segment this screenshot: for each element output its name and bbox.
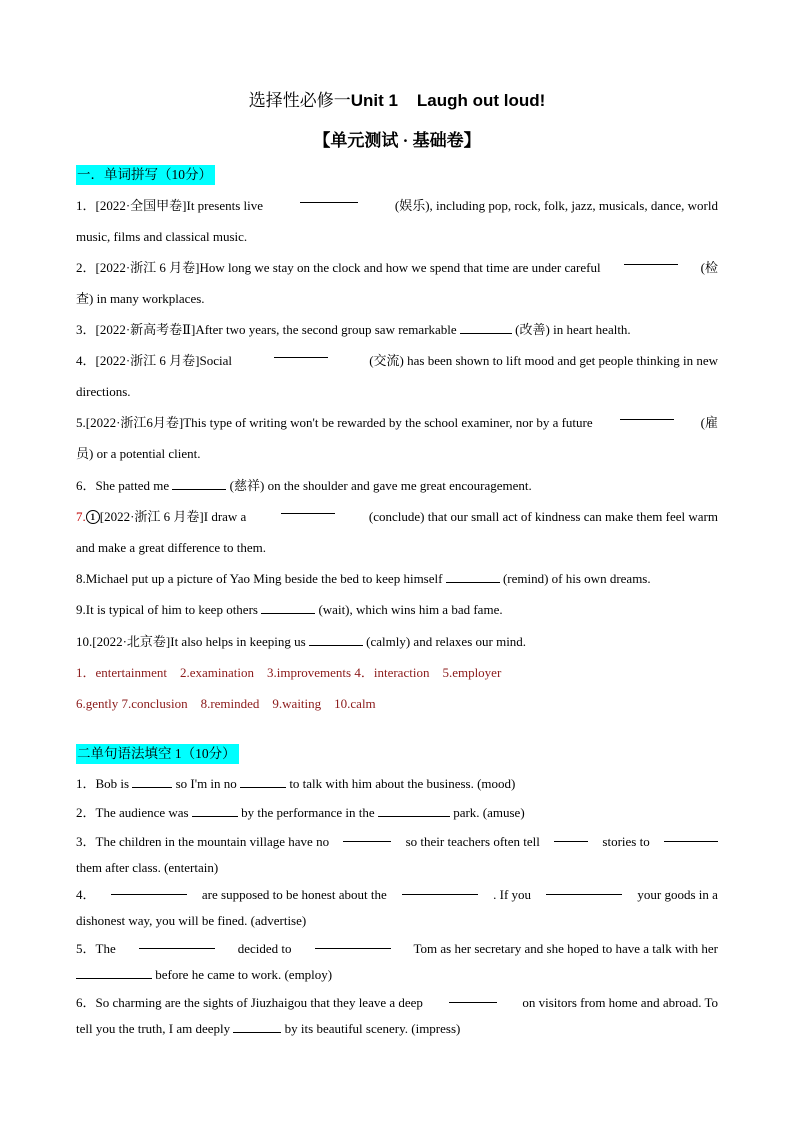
question-1-2 (76, 252, 718, 314)
s2-q4-text-c: . If you (493, 887, 532, 902)
s2-q4-text-b: are supposed to be honest about the (201, 887, 387, 902)
q1-text-b: (娱乐), including pop, rock, folk, jazz, musicals, dance, world (394, 198, 718, 213)
title-prefix: 选择性必修一 (248, 91, 351, 110)
question-1-3 (76, 314, 718, 345)
question-1-7 (76, 501, 718, 563)
answer-blank (240, 775, 286, 788)
answer-blank (446, 570, 500, 583)
s2-q5-text-b: decided to (237, 941, 292, 956)
answer-blank (402, 882, 478, 895)
answer-blank (460, 321, 512, 334)
question-2-3 (76, 829, 718, 881)
question-1-8 (76, 563, 718, 594)
answer-blank (624, 252, 678, 265)
question-2-4 (76, 882, 718, 934)
answer-blank (449, 990, 497, 1003)
q5-text-b: (雇 (700, 415, 718, 430)
s2-q6-text-b: on visitors from home and abroad. To (522, 995, 718, 1010)
answer-blank (233, 1020, 281, 1033)
answer-blank (315, 936, 391, 949)
section-1-heading: 一．单词拼写（10分） (76, 165, 215, 185)
q7-text-c: and make a great difference to them. (76, 540, 266, 555)
q5-text-a: 5.[2022·浙江6月卷]This type of writing won't be rewarded by the school examiner, nor by a future (76, 415, 593, 430)
s2-q6-text-c: tell you the truth, I am deeply (76, 1021, 231, 1036)
s2-q6-text-a: 6．So charming are the sights of Jiuzhaigou that they leave a deep (76, 995, 423, 1010)
q9-text-a: 9.It is typical of him to keep others (76, 602, 258, 617)
answer-blank (281, 501, 335, 514)
question-1-4 (76, 345, 718, 407)
question-2-5 (76, 936, 718, 988)
s2-q1-text-c: to talk with him about the business. (mood) (289, 776, 516, 791)
answer-key-line-1: 1．entertainment 2.examination 3.improvements 4．interaction 5.employer (76, 665, 502, 680)
s2-q3-text-c: stories to (602, 834, 650, 849)
s2-q3-text-d: them after class. (entertain) (76, 860, 219, 875)
q2-text-b: (检 (700, 260, 718, 275)
page-subtitle: 【单元测试 · 基础卷】 (313, 131, 481, 150)
answer-blank (309, 633, 363, 646)
q6-text-b: (慈祥) on the shoulder and gave me great encouragement. (229, 478, 532, 493)
answer-blank (343, 829, 391, 842)
answer-blank (300, 190, 358, 203)
question-2-2 (76, 800, 718, 826)
question-1-6 (76, 470, 718, 501)
s2-q4-text-a: 4． (76, 887, 96, 902)
answer-blank (132, 775, 172, 788)
q7-text-b: (conclude) that our small act of kindness can make them feel warm (368, 509, 718, 524)
question-1-9 (76, 594, 718, 625)
answer-blank (664, 829, 718, 842)
question-2-1 (76, 771, 718, 797)
q1-text-a: 1．[2022·全国甲卷]It presents live (76, 198, 264, 213)
answer-blank (261, 601, 315, 614)
s2-q1-text-a: 1．Bob is (76, 776, 130, 791)
s2-q3-text-b: so their teachers often tell (405, 834, 540, 849)
q8-text-a: 8.Michael put up a picture of Yao Ming beside the bed to keep himself (76, 571, 443, 586)
q10-text-b: (calmly) and relaxes our mind. (366, 634, 527, 649)
question-1-10 (76, 626, 718, 657)
section-2-heading: 二单句语法填空 1（10分） (76, 744, 239, 764)
q8-text-b: (remind) of his own dreams. (502, 571, 651, 586)
q2-text-c: 查) in many workplaces. (76, 291, 205, 306)
s2-q5-text-c: Tom as her secretary and she hoped to have a talk with her (413, 941, 718, 956)
s2-q6-text-d: by its beautiful scenery. (impress) (284, 1021, 461, 1036)
q5-text-c: 员) or a potential client. (76, 446, 201, 461)
q7-number: 7. (76, 509, 86, 524)
answer-blank (274, 345, 328, 358)
answer-blank (546, 882, 622, 895)
circled-number-icon: 1 (86, 510, 100, 524)
question-1-5 (76, 407, 718, 469)
q9-text-b: (wait), which wins him a bad fame. (318, 602, 503, 617)
s2-q5-text-d: before he came to work. (employ) (155, 967, 333, 982)
answer-blank (139, 936, 215, 949)
q3-text-a: 3．[2022·新高考卷Ⅱ]After two years, the second group saw remarkable (76, 322, 457, 337)
s2-q4-text-d: your goods in a (637, 887, 718, 902)
question-2-6 (76, 990, 718, 1042)
s2-q1-text-b: so I'm in no (175, 776, 237, 791)
answer-key-line-2: 6.gently 7.conclusion 8.reminded 9.waiting 10.calm (76, 696, 376, 711)
q4-text-c: directions. (76, 384, 131, 399)
question-1-1 (76, 190, 718, 252)
q3-text-b: (改善) in heart health. (515, 322, 631, 337)
s2-q2-text-a: 2．The audience was (76, 805, 189, 820)
answer-blank (378, 804, 450, 817)
title-unit: Unit 1 Laugh out loud! (350, 91, 546, 110)
s2-q2-text-c: park. (amuse) (453, 805, 525, 820)
s2-q2-text-b: by the performance in the (241, 805, 375, 820)
q6-text-a: 6．She patted me (76, 478, 170, 493)
q4-text-a: 4．[2022·浙江 6 月卷]Social (76, 353, 232, 368)
q7-text-a: [2022·浙江 6 月卷]I draw a (99, 509, 247, 524)
q2-text-a: 2．[2022·浙江 6 月卷]How long we stay on the clock and how we spend that time are under careful (76, 260, 601, 275)
answer-blank (76, 966, 152, 979)
answer-blank (111, 882, 187, 895)
s2-q5-text-a: 5．The (76, 941, 116, 956)
answer-blank (172, 477, 226, 490)
page-title (0, 86, 794, 111)
answer-blank (554, 829, 588, 842)
answer-blank (192, 804, 238, 817)
answer-blank (620, 407, 674, 420)
s2-q3-text-a: 3．The children in the mountain village have no (76, 834, 330, 849)
q1-text-c: music, films and classical music. (76, 229, 248, 244)
s2-q4-text-e: dishonest way, you will be fined. (advertise) (76, 913, 307, 928)
q4-text-b: (交流) has been shown to lift mood and get people thinking in new (369, 353, 718, 368)
q10-text-a: 10.[2022·北京卷]It also helps in keeping us (76, 634, 306, 649)
